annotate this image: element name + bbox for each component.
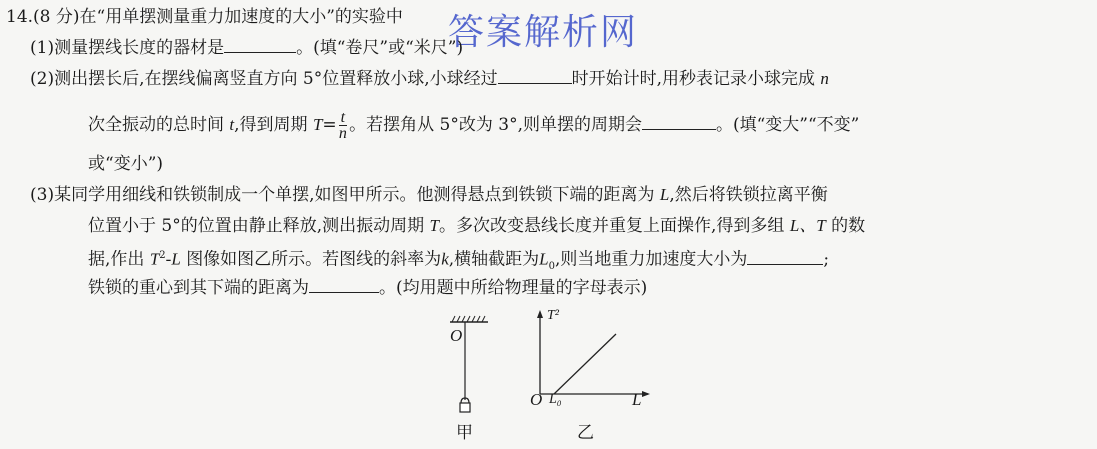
ceiling-hatch (452, 316, 485, 322)
var-L: L (659, 185, 670, 204)
part-1-hint: 。(填“卷尺”或“米尺”) (296, 38, 464, 58)
part-2-line-3 (88, 152, 163, 176)
fraction-denominator: n (338, 125, 347, 142)
part-2-text: 时开始计时,用秒表记录小球完成 (571, 69, 816, 89)
superscript: 2 (159, 250, 166, 261)
lock-body (460, 403, 470, 412)
part-2-line-1 (30, 66, 829, 91)
part-3-line-3 (88, 244, 829, 279)
data-line (554, 334, 616, 394)
text: (3)某同学用细线和铁锁制成一个单摆,如图甲所示。他测得悬点到铁锁下端的距离为 (30, 185, 655, 205)
var-T: T (149, 249, 160, 269)
text: 次全振动的总时间 (88, 115, 224, 135)
part-2-line-2 (88, 110, 859, 141)
x-axis-label: L (632, 390, 642, 409)
var-n: n (820, 69, 829, 88)
x-axis-arrow (642, 391, 650, 397)
part-1 (30, 35, 463, 60)
text: 。(均用题中所给物理量的字母表示) (379, 278, 648, 298)
figure-pendulum (440, 312, 500, 422)
text: 。若摆角从 5°改为 3°,则单摆的周期会 (349, 115, 642, 135)
y-axis-arrow (537, 310, 543, 318)
text: ,然后将铁锁拉离平衡 (669, 185, 828, 205)
text: 。(填“变大”“不变” (715, 115, 860, 135)
y-axis-label: T² (547, 308, 559, 323)
text: 的数 (831, 216, 866, 236)
period-fraction (339, 110, 347, 141)
var-T: T (429, 216, 439, 235)
text: ,则当地重力加速度大小为 (554, 249, 748, 270)
text: 。多次改变悬线长度并重复上面操作,得到多组 (439, 216, 785, 236)
answer-blank-1[interactable] (224, 35, 296, 53)
subscript: 0 (548, 261, 555, 273)
answer-blank-3[interactable] (642, 112, 716, 130)
fraction-numerator: t (340, 109, 346, 126)
figure-a-caption: 甲 (456, 423, 473, 443)
question-points: (8 分) (33, 7, 80, 27)
var-T: T (312, 115, 323, 134)
var-L: -L (165, 249, 181, 269)
watermark: 答案解析网 (448, 12, 639, 53)
intercept-label: L₀ (549, 392, 562, 407)
answer-blank-2[interactable] (498, 66, 572, 84)
question-header (6, 5, 403, 29)
pivot-label: O (450, 326, 463, 345)
text: 铁锁的重心到其下端的距离为 (88, 278, 309, 298)
part-2-prompt: (2)测出摆长后,在摆线偏离竖直方向 5°位置释放小球,小球经过 (30, 69, 498, 89)
text: 图像如图乙所示。若图线的斜率为 (186, 249, 442, 270)
var-L0: L (539, 249, 549, 269)
origin-label: O (530, 390, 543, 409)
text: ; (823, 249, 830, 270)
var-k: k (441, 249, 449, 269)
answer-blank-5[interactable] (309, 275, 379, 293)
text: ,横轴截距为 (448, 249, 540, 270)
text: 据,作出 (88, 249, 145, 270)
text: ,得到周期 (234, 115, 308, 135)
equals-sign: = (322, 115, 337, 135)
part-1-prompt: (1)测量摆线长度的器材是 (30, 38, 225, 58)
question-stem: 在“用单摆测量重力加速度的大小”的实验中 (79, 7, 403, 27)
figure-b-caption: 乙 (577, 423, 594, 443)
question-number: 14. (6, 7, 34, 27)
text: 或“变小”) (88, 154, 164, 174)
var-t: t (229, 115, 235, 134)
part-3-line-1 (30, 183, 828, 207)
part-3-line-4 (88, 275, 647, 300)
text: 位置小于 5°的位置由静止释放,测出振动周期 (88, 216, 425, 236)
part-3-line-2 (88, 214, 865, 238)
var-L-T: L、T (789, 216, 826, 235)
answer-blank-4[interactable] (747, 247, 823, 265)
